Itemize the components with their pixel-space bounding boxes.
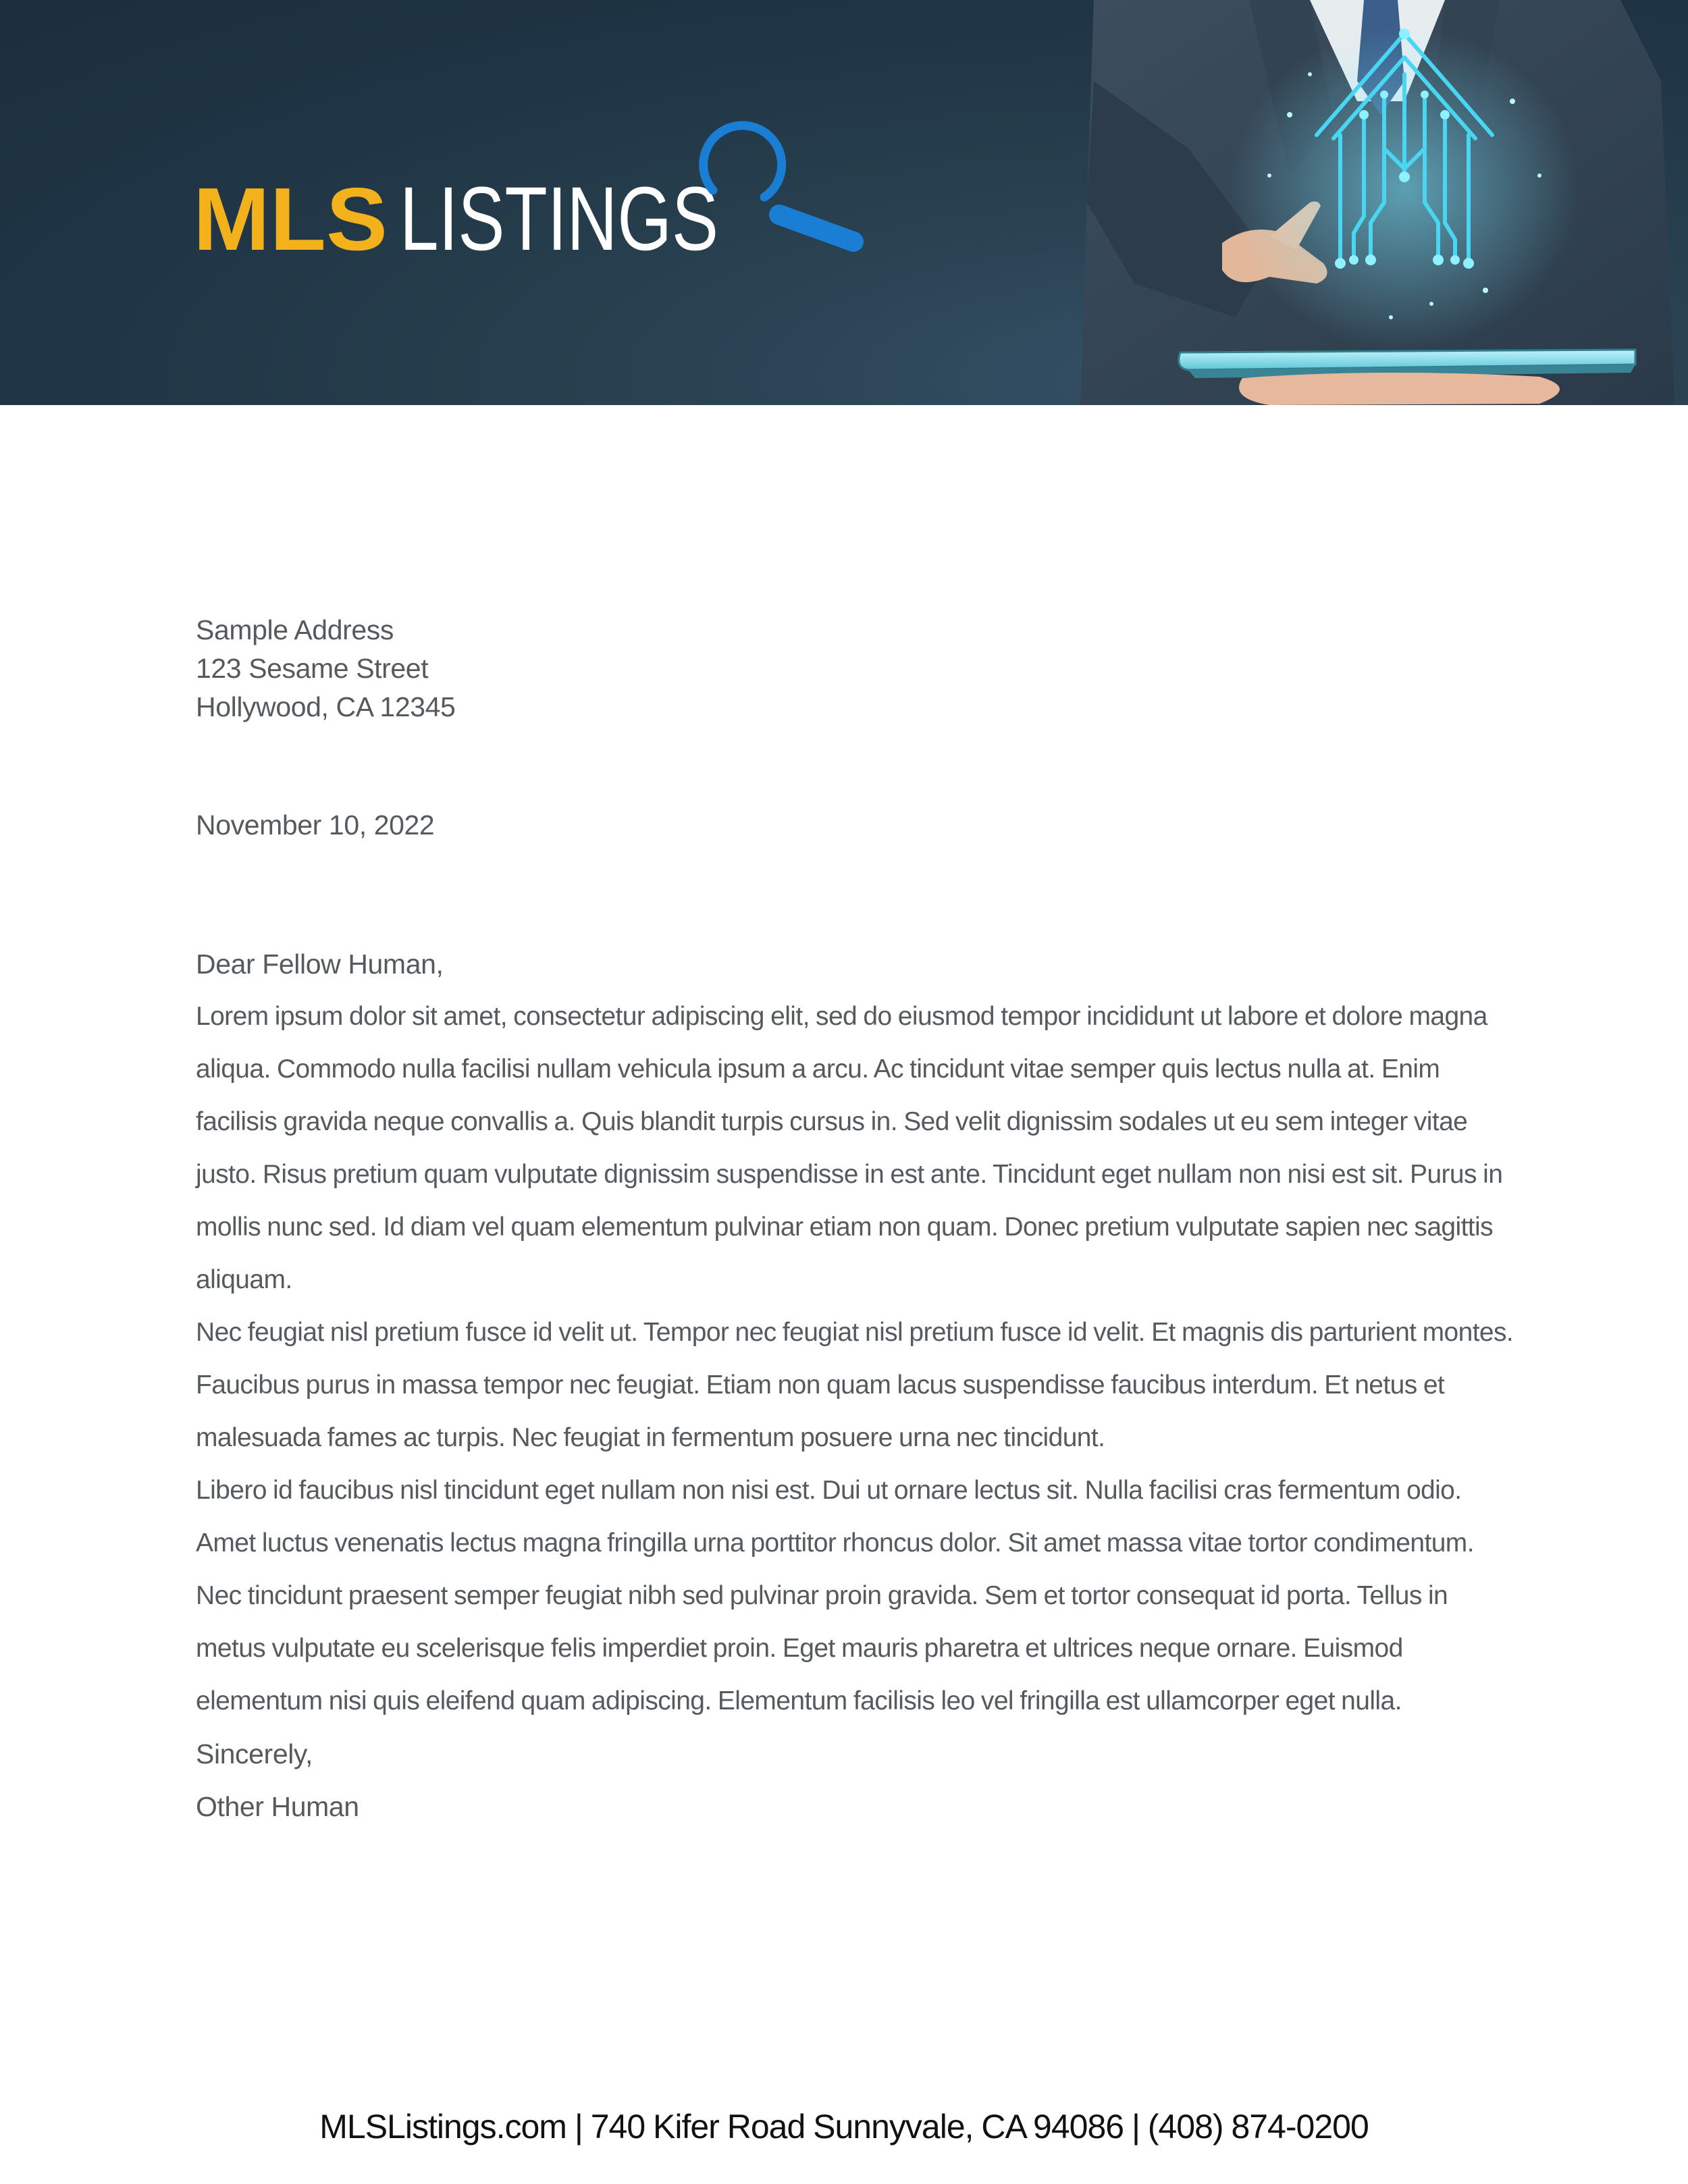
address-line: Hollywood, CA 12345	[196, 691, 456, 722]
letter-date: November 10, 2022	[196, 809, 435, 841]
closing: Sincerely,	[196, 1738, 313, 1769]
footer-contact: MLSListings.com | 740 Kifer Road Sunnyvale, CA 94086 | (408) 874-0200	[319, 2108, 1369, 2146]
body-paragraph: Libero id faucibus nisl tincidunt eget nullam non nisi est. Dui ut ornare lectus sit. Nulla facilisi cras fermentum odio. Amet luctus venenatis lectus magna fringilla urna porttitor rhoncus dolor. Sit amet massa vitae tortor condimentum. Nec tincidunt praesent semper feugiat nibh sed pulvinar proin gravida. Sem et tortor consequat id porta. Tellus in metus vulputate eu scelerisque felis imperdiet proin. Eget mauris pharetra et ultrices neque ornare. Euismod elementum nisi quis eleifend quam adipiscing. Elementum facilisis leo vel fringilla est ullamcorper eget nulla.	[196, 1476, 1474, 1715]
letterhead-banner	[0, 0, 1688, 405]
body-paragraph: Lorem ipsum dolor sit amet, consectetur adipiscing elit, sed do eiusmod tempor incididunt ut labore et dolore magna aliqua. Commodo nulla facilisi nullam vehicula ipsum a arcu. Ac tincidunt vitae semper quis lectus nulla at. Enim facilisis gravida neque convallis a. Quis blandit turpis cursus in. Sed velit dignissim sodales ut eu sem integer vitae justo. Risus pretium quam vulputate dignissim suspendisse in est ante. Tincidunt eget nullam non nisi est sit. Purus in mollis nunc sed. Id diam vel quam elementum pulvinar etiam non quam. Donec pretium vulputate sapien nec sagittis aliquam.	[196, 1002, 1503, 1294]
recipient-address	[196, 611, 1519, 726]
hero-image	[1067, 0, 1688, 405]
logo-text-listings: LISTINGS	[400, 169, 718, 263]
salutation: Dear Fellow Human,	[196, 949, 444, 980]
letter-body	[196, 611, 1519, 1833]
address-line: 123 Sesame Street	[196, 653, 429, 684]
logo-text-mls: MLS	[193, 169, 388, 263]
mlslistings-logo	[193, 101, 889, 263]
body-paragraph: Nec feugiat nisl pretium fusce id velit ut. Tempor nec feugiat nisl pretium fusce id velit. Et magnis dis parturient montes. Faucibus purus in massa tempor nec feugiat. Etiam non quam lacus suspendisse faucibus interdum. Et netus et malesuada fames ac turpis. Nec feugiat in fermentum posuere urna nec tincidunt.	[196, 1318, 1514, 1452]
magnifier-icon	[704, 126, 853, 242]
signature: Other Human	[196, 1791, 359, 1822]
address-line: Sample Address	[196, 614, 394, 645]
